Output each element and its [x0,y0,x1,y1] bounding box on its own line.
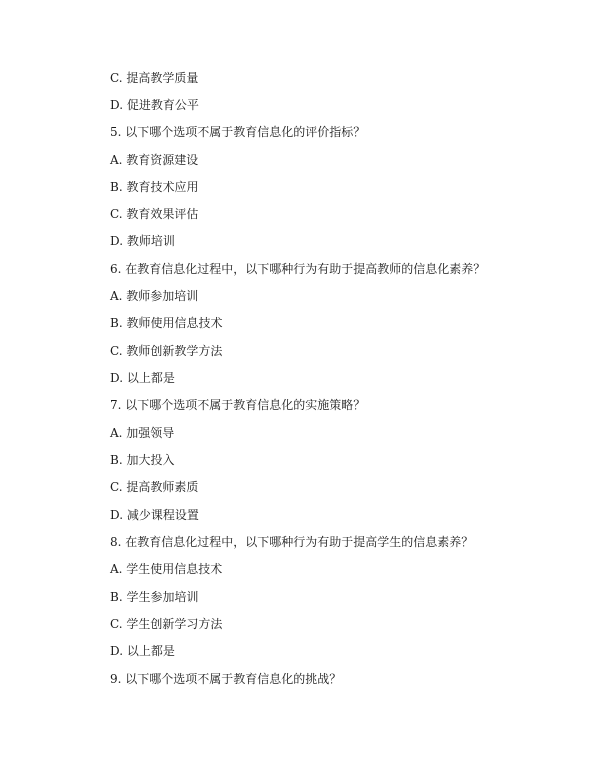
option-line: D. 促进教育公平 [110,98,199,112]
question-line: 5. 以下哪个选项不属于教育信息化的评价指标？ [110,125,366,139]
option-line: C. 提高教学质量 [110,71,199,85]
option-line: A. 教师参加培训 [110,289,199,303]
option-line: C. 教师创新教学方法 [110,344,223,358]
question-line: 8. 在教育信息化过程中，以下哪种行为有助于提高学生的信息素养？ [110,535,474,549]
question-line: 9. 以下哪个选项不属于教育信息化的挑战？ [110,672,342,686]
option-line: C. 学生创新学习方法 [110,617,223,631]
option-line: D. 教师培训 [110,234,175,248]
option-line: A. 学生使用信息技术 [110,562,223,576]
option-line: B. 教师使用信息技术 [110,316,223,330]
question-line: 6. 在教育信息化过程中，以下哪种行为有助于提高教师的信息化素养？ [110,262,486,276]
option-line: D. 减少课程设置 [110,508,199,522]
option-line: C. 提高教师素质 [110,480,199,494]
option-line: B. 加大投入 [110,453,175,467]
option-line: D. 以上都是 [110,644,175,658]
question-line: 7. 以下哪个选项不属于教育信息化的实施策略？ [110,398,366,412]
option-line: D. 以上都是 [110,371,175,385]
option-line: B. 学生参加培训 [110,590,199,604]
option-line: C. 教育效果评估 [110,207,199,221]
option-line: A. 加强领导 [110,426,175,440]
option-line: A. 教育资源建设 [110,153,199,167]
option-line: B. 教育技术应用 [110,180,199,194]
